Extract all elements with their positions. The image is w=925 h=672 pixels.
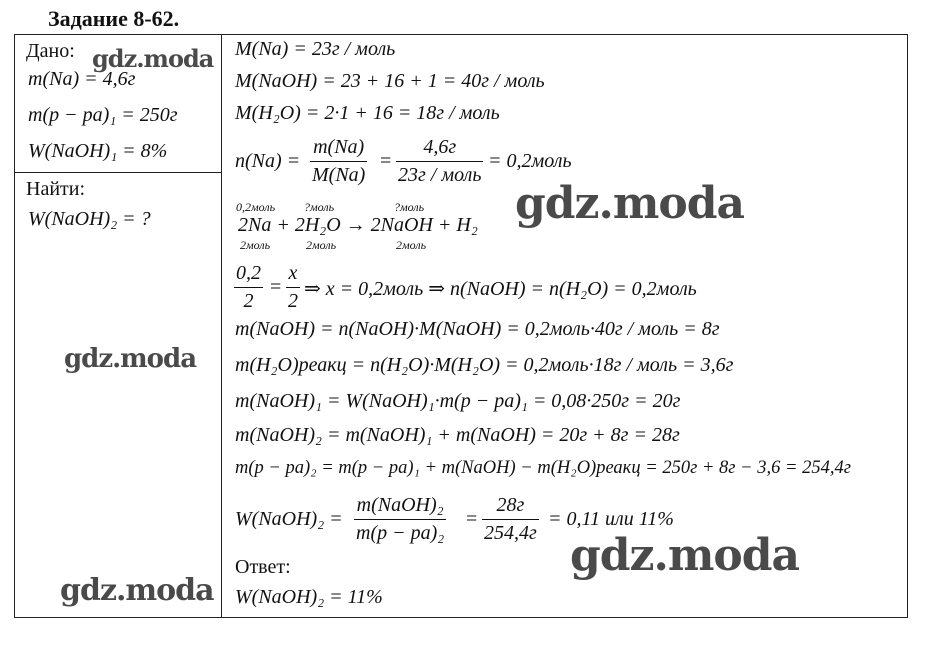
watermark-given: gdz.moda: [92, 44, 214, 73]
watermark-left: gdz.moda: [64, 344, 197, 374]
fraction-denominator: 254,4г: [484, 522, 537, 544]
fraction-final-result: = 0,11 или 11%: [548, 508, 674, 530]
given-find-divider: [14, 172, 222, 173]
reaction-above-naoh: ?моль: [394, 200, 425, 214]
amount-na-fraction: [310, 136, 367, 187]
fraction-final-values: [482, 494, 539, 545]
column-divider: [221, 34, 222, 618]
fraction-numerator: 28г: [496, 494, 525, 516]
given-mass-fraction: W(NaOH)₁ = 8%: [28, 140, 168, 162]
fraction-denominator: 23г / моль: [398, 164, 482, 186]
fraction-numerator: m(Na): [313, 136, 365, 158]
molar-mass-na: M(Na) = 23г / моль: [235, 38, 396, 60]
mass-naoh-initial: m(NaOH)₁ = W(NaOH)₁·m(p − pa)₁ = 0,08·250г = 20г: [235, 390, 681, 412]
reaction-above-na: 0,2моль: [236, 200, 276, 214]
fraction-final-lhs: W(NaOH)₂ =: [235, 508, 343, 530]
reaction-below-na: 2моль: [240, 238, 271, 252]
proportion-right: [286, 262, 300, 313]
watermark-bottom-right: gdz.moda: [570, 530, 800, 581]
watermark-bottom-left: gdz.moda: [60, 573, 214, 608]
fraction-numerator: x: [288, 262, 298, 284]
proportion-left: [234, 262, 263, 313]
mass-solution-final: m(p − pa)₂ = m(p − pa)₁ + m(NaOH) − m(H₂O)реакц = 250г + 8г − 3,6 = 254,4г: [235, 458, 851, 478]
proportion-result: ⇒ x = 0,2моль ⇒ n(NaOH) = n(H₂O) = 0,2моль: [304, 278, 697, 300]
mass-h2o-reacted: m(H₂O)реакц = n(H₂O)·M(H₂O) = 0,2моль·18г / моль = 3,6г: [235, 354, 734, 376]
find-target: W(NaOH)₂ = ?: [28, 208, 151, 230]
answer-value: W(NaOH)₂ = 11%: [235, 586, 383, 608]
given-mass-solution: m(p − pa)₁ = 250г: [28, 104, 178, 126]
given-label: Дано:: [26, 40, 75, 62]
watermark-center: gdz.moda: [515, 178, 745, 229]
amount-na-result: = 0,2моль: [488, 150, 572, 172]
fraction-denominator: m(p − pa)₂: [356, 522, 445, 544]
fraction-numerator: 4,6г: [423, 136, 457, 158]
fraction-denominator: 2: [243, 290, 254, 312]
fraction-numerator: m(NaOH)₂: [356, 494, 444, 516]
amount-na-values: [396, 136, 483, 187]
reaction-below-naoh: 2моль: [396, 238, 427, 252]
find-label: Найти:: [26, 178, 86, 200]
amount-na-lhs: n(Na) =: [235, 150, 301, 172]
given-mass-na: m(Na) = 4,6г: [28, 68, 136, 90]
reaction-below-h2o: 2моль: [306, 238, 337, 252]
molar-mass-naoh: M(NaOH) = 23 + 16 + 1 = 40г / моль: [235, 70, 545, 92]
fraction-denominator: M(Na): [312, 164, 366, 186]
fraction-numerator: 0,2: [236, 262, 261, 284]
answer-label: Ответ:: [235, 556, 291, 578]
reaction-above-h2o: ?моль: [304, 200, 335, 214]
molar-mass-h2o: M(H₂O) = 2·1 + 16 = 18г / моль: [235, 102, 500, 124]
mass-naoh-final: m(NaOH)₂ = m(NaOH)₁ + m(NaOH) = 20г + 8г = 28г: [235, 424, 680, 446]
task-title: Задание 8-62.: [48, 6, 180, 31]
mass-naoh: m(NaOH) = n(NaOH)·M(NaOH) = 0,2моль·40г / моль = 8г: [235, 318, 720, 340]
fraction-final-formula: [354, 494, 446, 545]
reaction-equation: 2Na + 2H₂O → 2NaOH + H₂: [238, 214, 478, 236]
fraction-denominator: 2: [288, 290, 298, 312]
